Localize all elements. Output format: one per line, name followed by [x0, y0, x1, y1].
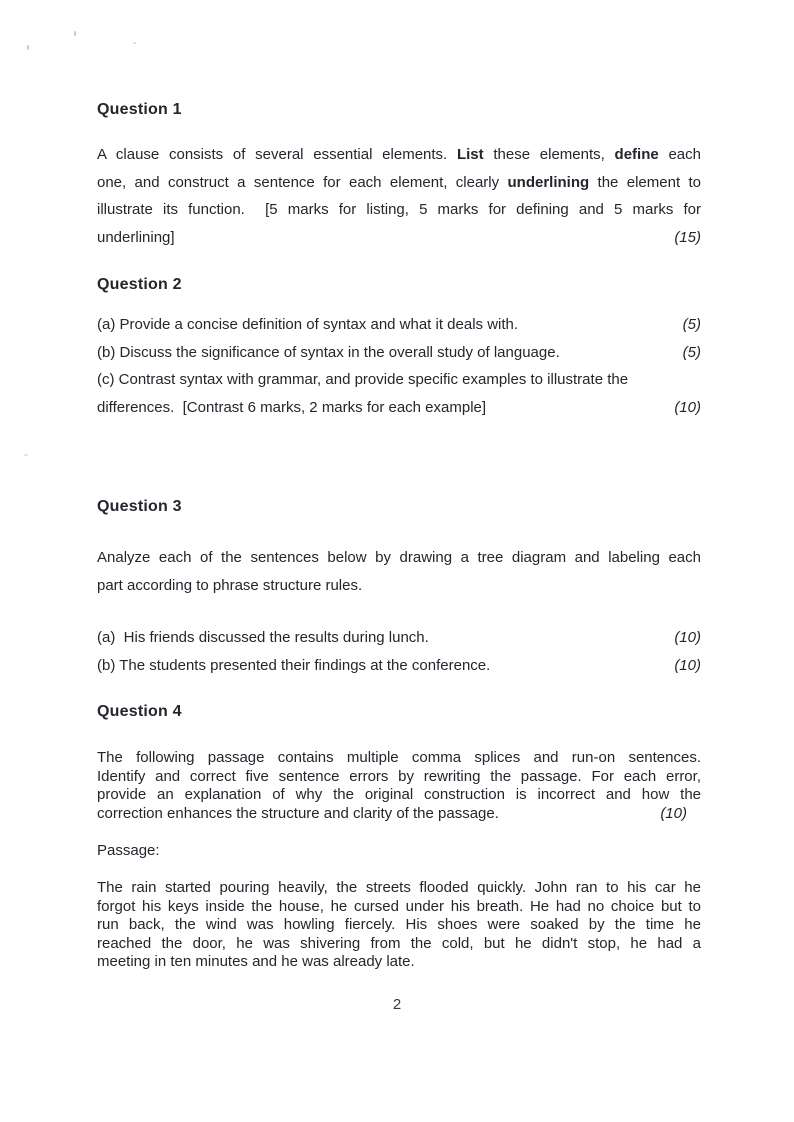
question-2-item-b-text: (b) Discuss the significance of syntax in the overall study of language. [97, 343, 560, 361]
question-2-item-c-line-2 [97, 394, 701, 422]
scan-artifact [27, 45, 30, 50]
question-2-item-b-marks: (5) [682, 343, 701, 361]
scan-artifact [133, 42, 136, 44]
passage-line-2: forgot his keys inside the house, he cursed under his breath. He had no choice but to [97, 897, 701, 915]
question-1-line-4 [97, 224, 701, 252]
question-4-line-4-text: correction enhances the structure and clarity of the passage. [97, 804, 499, 822]
passage-line-3: run back, the wind was howling fiercely. His shoes were soaked by the time he [97, 916, 701, 934]
question-3-item-a-text: (a) His friends discussed the results during lunch. [97, 629, 429, 646]
question-3-item-a [97, 624, 701, 652]
question-1-line-1: A clause consists of several essential elements. List these elements, define each [97, 146, 701, 163]
question-2-item-a [97, 311, 701, 339]
question-1-paragraph [97, 141, 701, 251]
question-4-heading: Question 4 [97, 703, 182, 720]
passage-label: Passage: [97, 842, 160, 859]
passage-line-5: meeting in ten minutes and he was already late. [97, 953, 415, 971]
question-2-items [97, 311, 701, 421]
question-1-line-3: illustrate its function. [5 marks for listing, 5 marks for defining and 5 marks for [97, 201, 701, 219]
question-1-heading: Question 1 [97, 101, 182, 118]
passage-line-4: reached the door, he was shivering from the cold, but he didn't stop, he had a [97, 934, 701, 952]
question-4-marks: (10) [660, 804, 687, 822]
question-1-line-4-text: underlining] [97, 228, 175, 246]
question-1-line-2: one, and construct a sentence for each element, clearly underlining the element to [97, 173, 701, 191]
question-2-item-a-text: (a) Provide a concise definition of syntax and what it deals with. [97, 316, 519, 333]
question-4-line-2: Identify and correct five sentence errors by rewriting the passage. For each error, [97, 767, 701, 785]
question-3-item-b-marks: (10) [674, 656, 701, 674]
page-number: 2 [392, 996, 402, 1013]
question-3-heading: Question 3 [97, 498, 182, 515]
question-2-heading: Question 2 [97, 276, 182, 293]
question-3-item-b [97, 652, 701, 680]
passage-line-1: The rain started pouring heavily, the streets flooded quickly. John ran to his car he [97, 879, 701, 896]
question-3-item-a-marks: (10) [674, 629, 701, 646]
question-4-line-3: provide an explanation of why the original construction is incorrect and how the [97, 786, 701, 804]
scan-artifact [74, 31, 76, 36]
question-1-marks: (15) [674, 228, 701, 246]
question-4-paragraph [97, 749, 701, 823]
question-3-paragraph [97, 544, 701, 599]
question-2-item-a-marks: (5) [682, 316, 701, 333]
scan-artifact [24, 454, 28, 456]
question-3-paragraph-line-1: Analyze each of the sentences below by drawing a tree diagram and labeling each [97, 549, 701, 566]
question-4-line-4 [97, 805, 701, 824]
question-4-line-1: The following passage contains multiple comma splices and run-on sentences. [97, 749, 701, 766]
question-2-item-c-text: differences. [Contrast 6 marks, 2 marks for each example] [97, 398, 487, 416]
question-3-paragraph-line-2: part according to phrase structure rules. [97, 576, 363, 594]
passage-text [97, 879, 701, 972]
question-2-item-b [97, 339, 701, 367]
question-2-item-c-marks: (10) [674, 398, 701, 416]
question-2-item-c-line-1: (c) Contrast syntax with grammar, and provide specific examples to illustrate the [97, 371, 629, 389]
question-3-item-b-text: (b) The students presented their findings at the conference. [97, 656, 491, 674]
question-3-items [97, 624, 701, 679]
